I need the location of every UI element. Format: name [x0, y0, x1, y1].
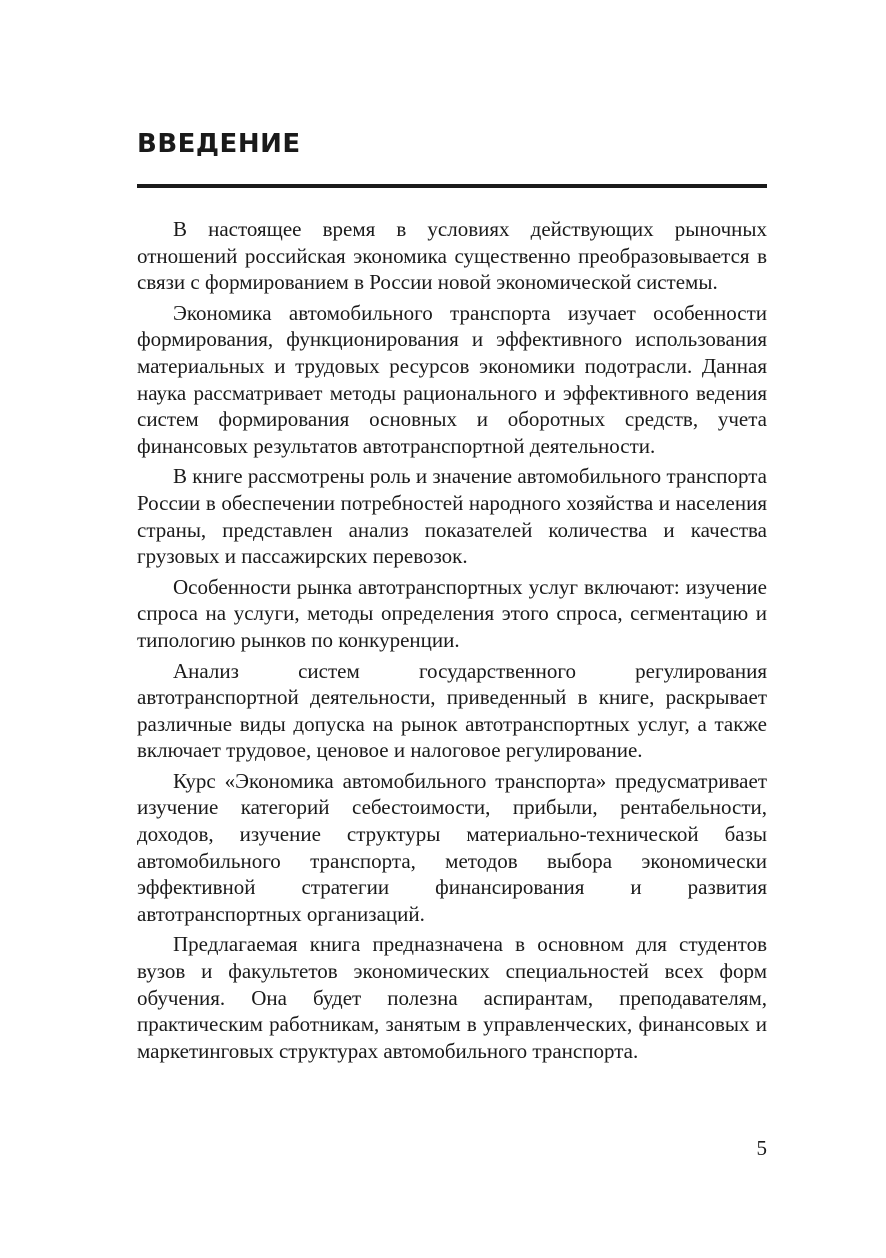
paragraph-1: В настоящее время в условиях действующих рыночных отношений российская экономика существенно преобразовывается в связи с формированием в России новой экономической системы. — [137, 217, 767, 295]
paragraph-7: Предлагаемая книга предназначена в основном для студентов вузов и факультетов экономических специальностей всех форм обучения. Она будет полезна аспирантам, преподавателям, практическим работникам, занятым в управленческих, финансовых и маркетинговых структурах автомобильного транспорта. — [137, 932, 767, 1063]
paragraph-3: В книге рассмотрены роль и значение автомобильного транспорта России в обеспечении потребностей народного хозяйства и населения страны, представлен анализ показателей количества и качества грузовых и пассажирских перевозок. — [137, 464, 767, 569]
paragraph-4: Особенности рынка автотранспортных услуг включают: изучение спроса на услуги, методы определения этого спроса, сегментацию и типологию рынков по конкуренции. — [137, 574, 767, 652]
heading-rule — [137, 184, 767, 188]
paragraph-2: Экономика автомобильного транспорта изучает особенности формирования, функционирования и эффективного использования материальных и трудовых ресурсов экономики подотрасли. Данная наука рассматривает методы рационального и эффективного ведения систем формирования основных и оборотных средств, учета финансовых результатов автотранспортной деятельности. — [137, 300, 767, 458]
paragraph-6: Курс «Экономика автомобильного транспорта» предусматривает изучение категорий себестоимости, прибыли, рентабельности, доходов, изучение структуры материально-технической базы автомобильного транспорта, методов выбора экономически эффективной стратегии финансирования и развития автотранспортных организаций. — [137, 768, 767, 926]
page-number: 5 — [756, 1136, 767, 1160]
body-text — [137, 216, 767, 1068]
chapter-heading: ВВЕДЕНИЕ — [137, 129, 301, 159]
paragraph-5: Анализ систем государственного регулирования автотранспортной деятельности, приведенный в книге, раскрывает различные виды допуска на рынок автотранспортных услуг, а также включает трудовое, ценовое и налоговое регулирование. — [137, 658, 767, 763]
